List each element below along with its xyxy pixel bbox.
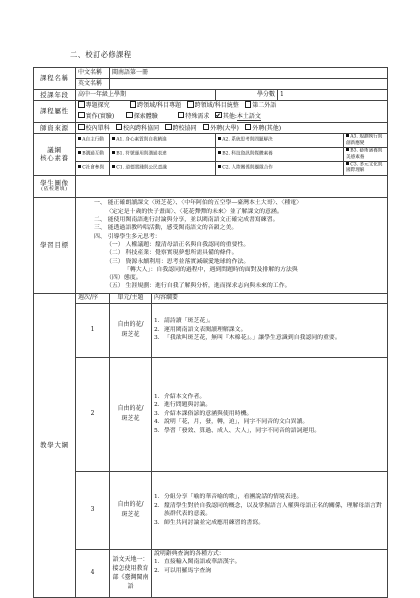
attr-option[interactable]: 探索體驗 <box>126 112 158 122</box>
competency-group: B溝通互動 <box>76 147 110 161</box>
competency-group: A自主行動 <box>76 134 110 148</box>
week-number: 1 <box>76 303 110 357</box>
competency-item[interactable]: A2. 系統思考與問題解決 <box>216 134 344 148</box>
competency-group: C社會參與 <box>76 161 110 175</box>
checkbox[interactable] <box>126 112 133 119</box>
filled-square-icon <box>112 137 115 140</box>
filled-square-icon <box>218 151 221 154</box>
competency-item[interactable]: B1. 符號運用與溝通表達 <box>110 147 216 161</box>
competency-item[interactable]: B2. 科技資訊與媒體素養 <box>216 147 344 161</box>
unit-cell: 自由的花/ 斑芝花 <box>110 357 152 471</box>
outline-cell: 1. 分組分享「喻的華音喻的歌」，看團說話的情境表達。 2. 釐清學生對於自我認同的概念，以及掌握語言人權與母語正名的關係，理解母語言對族群代表的意義。 3. 師生共同討論並完成應用練習的書寫。 <box>152 471 388 549</box>
zh-name-value[interactable]: 閩南語第一冊 <box>110 68 388 79</box>
unit-header: 單元/主題 <box>110 293 152 303</box>
en-name-value[interactable] <box>110 79 388 90</box>
attr-option-other[interactable]: 其他:本土語文 <box>215 112 261 122</box>
attributes-label: 課程屬性 <box>34 101 76 123</box>
unit-cell: 自由的花/ 斑芝花 <box>110 471 152 549</box>
week-header: 週次/序 <box>76 293 110 303</box>
checkbox-checked[interactable] <box>215 112 222 119</box>
checkbox[interactable] <box>78 124 85 131</box>
filled-square-icon <box>78 137 81 140</box>
unit-cell: 自由的花/ 斑芝花 <box>110 303 152 357</box>
competency-item[interactable]: C3. 多元文化與國際理解 <box>344 161 388 175</box>
credits-value[interactable]: 1 <box>278 90 388 101</box>
week-number: 2 <box>76 357 110 471</box>
checkbox[interactable] <box>245 124 252 131</box>
credits-label: 學分數 <box>216 90 278 101</box>
course-name-label: 課程名稱 <box>34 68 76 90</box>
filled-square-icon <box>78 165 81 168</box>
grade-value[interactable]: 高中一年級上學期 <box>76 90 216 101</box>
table-row <box>34 471 388 549</box>
faculty-option[interactable]: 校內跨科協同 <box>116 124 160 133</box>
student-profile-value[interactable] <box>76 175 388 197</box>
other-value: 本土語文 <box>236 112 261 120</box>
outline-cell: 1. 請詩讀「斑芝花」。 2. 運用閩南語文表閱讀理解課文。 3. 「我欲叫斑芝花，無叫『木棉花』。」讓學生意識到自我認同的重要。 <box>152 303 388 357</box>
filled-square-icon <box>346 162 349 165</box>
faculty-option[interactable]: 校內單科 <box>78 124 110 133</box>
attr-option[interactable]: 跨領域/科目統整 <box>187 101 239 111</box>
faculty-option[interactable]: 外聘(其他) <box>245 124 281 133</box>
filled-square-icon <box>218 165 221 168</box>
unit-cell: 語文天地一： 接怎使用教育 部《臺灣閩南語 <box>110 549 152 597</box>
zh-name-label: 中文名稱 <box>76 68 110 79</box>
filled-square-icon <box>346 134 349 137</box>
checkbox[interactable] <box>187 101 194 108</box>
attributes-row1 <box>78 101 385 111</box>
table-row <box>34 549 388 597</box>
en-name-label: 英文名稱 <box>76 79 110 90</box>
outline-cell: 說明辭典查詢的各種方式： 1. 直接輸入閩南語或華語漢字。 2. 可以用羅馬字查詢 <box>152 549 388 597</box>
learning-goals-label: 學習目標 <box>34 197 76 293</box>
checkbox[interactable] <box>178 112 185 119</box>
attr-option[interactable]: 專題探究 <box>78 101 110 111</box>
table-row <box>34 303 388 357</box>
attr-option[interactable]: 實作(實驗) <box>78 112 114 122</box>
attr-option[interactable]: 第二外語 <box>245 101 277 111</box>
filled-square-icon <box>346 148 349 151</box>
checkbox[interactable] <box>116 124 123 131</box>
competency-item[interactable]: C1. 道德實踐與公民意識 <box>110 161 216 175</box>
filled-square-icon <box>78 151 81 154</box>
checkbox[interactable] <box>203 124 210 131</box>
competency-item[interactable]: A1. 身心素質與自我精進 <box>110 134 216 148</box>
syllabus-label: 教學大綱 <box>34 293 76 597</box>
course-form-table <box>33 67 388 598</box>
attributes-row2 <box>78 112 385 122</box>
faculty-label: 師資來源 <box>34 123 76 134</box>
core-competency-label: 議綱 核心素養 <box>34 134 76 176</box>
table-row <box>34 357 388 471</box>
competency-item[interactable]: B3. 藝術涵養與美感素養 <box>344 147 388 161</box>
checkbox[interactable] <box>130 101 137 108</box>
student-profile-label: 學生圖像 (依校選填) <box>34 175 76 197</box>
week-number: 4 <box>76 549 110 597</box>
outline-cell: 1. 介紹本文作者。 2. 進行問題與討論。 3. 介紹本課俗諺的意涵與使用時機。 4. 說明「花，月，發，轉，迫」，同字不同音的文白異讀。 5. 學習「發效、算過、成人、大人」，同字不同音的語詞運用。 <box>152 357 388 471</box>
attr-option[interactable]: 跨領域/科目專題 <box>130 101 182 111</box>
section-heading: 二、校訂必修課程 <box>70 50 132 59</box>
week-number: 3 <box>76 471 110 549</box>
filled-square-icon <box>112 151 115 154</box>
checkbox[interactable] <box>78 101 85 108</box>
faculty-option[interactable]: 跨校協同 <box>165 124 197 133</box>
checkbox[interactable] <box>245 101 252 108</box>
grade-label: 授課年段 <box>34 90 76 101</box>
attr-option[interactable]: 特殊需求 <box>178 112 210 122</box>
faculty-option[interactable]: 外聘(大學) <box>203 124 239 133</box>
outline-header: 內容綱要 <box>152 293 388 303</box>
filled-square-icon <box>112 165 115 168</box>
checkbox[interactable] <box>165 124 172 131</box>
learning-goals-text: 一、 能正確朗讀課文〈斑芝花〉、〈中年阿伯的五空學—臺灣本土大哥〉、〈種電〉 〈定定是十歲的快子畫面〉、〈花花彈彈的未來〉並了解課文的意涵。 二、 能使用閩南語進行討論與分享，並以閩南語文正確完成書寫練習。 三、 能透過語教吟唱活動，感受閩南語文的音韻之美。 四、 引導學生多元思考： （一） 人權議題：釐清母語正名與自我認同的重要性。 （二） 科技產業：覺察實現夢想所需具備的條件。 （三） 資源永續利用：思考並落實減碳愛地球的作法。 （四） 「轉大人」：自我認同的過程中，遇到問題時的面對及排解的方法與 態度。 （五） 生涯規劃：進行自我了解與分析，進而探求志向與未來的工作。 <box>76 197 388 293</box>
competency-item[interactable]: A3. 規劃執行與創新應變 <box>344 134 388 148</box>
competency-item[interactable]: C2. 人際關係與團隊合作 <box>216 161 344 175</box>
filled-square-icon <box>218 137 221 140</box>
checkbox[interactable] <box>78 112 85 119</box>
